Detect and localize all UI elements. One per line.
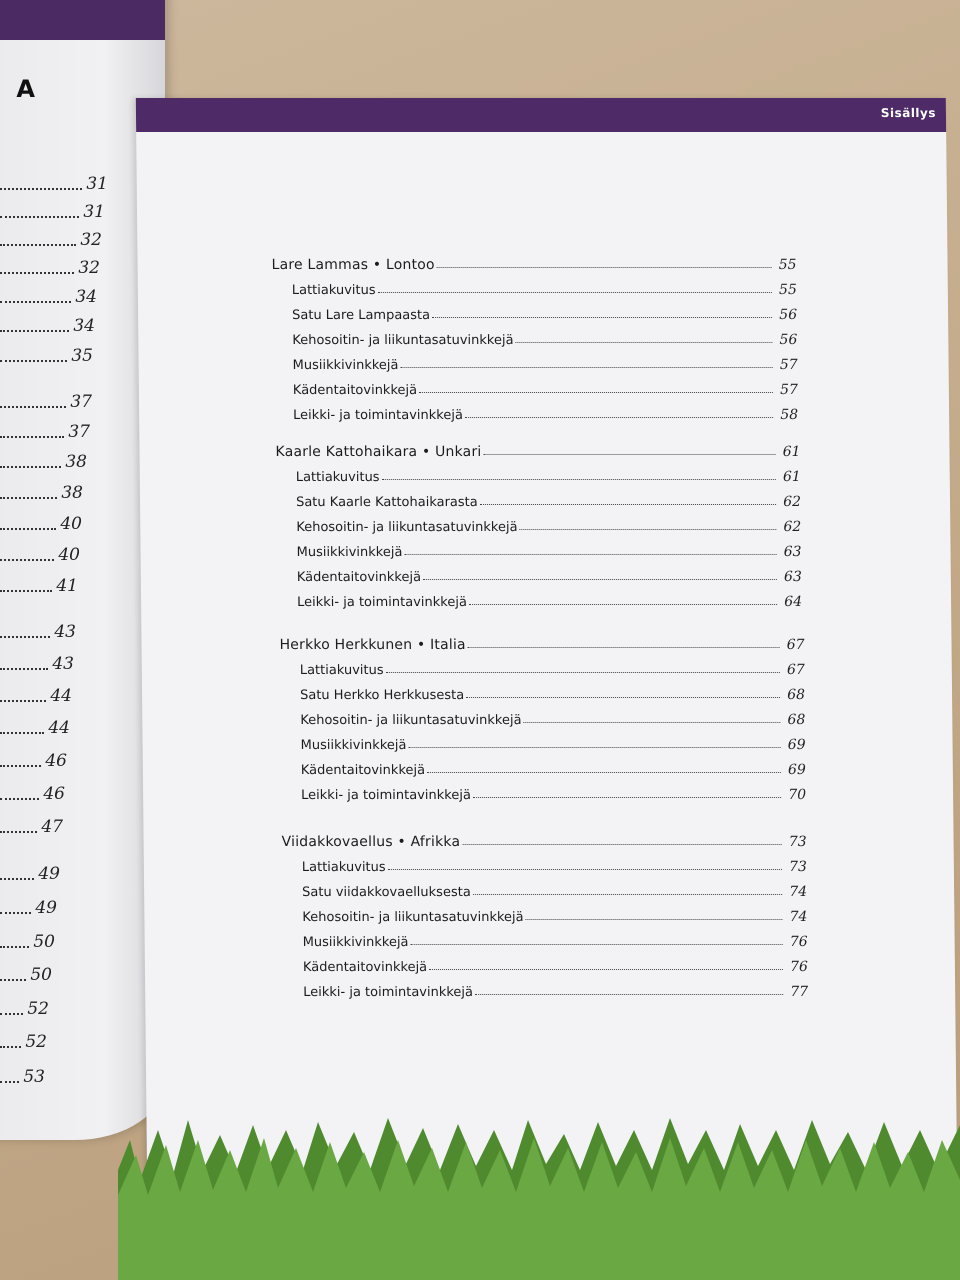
toc-leader-dots [423,579,777,580]
toc-section [271,248,798,423]
toc-leader-dots [382,479,776,480]
left-page-number: 38 [65,452,87,472]
toc-leader-dots [408,747,780,748]
toc-leader-dots [475,994,783,995]
toc-entry [280,653,805,678]
toc-entry [282,925,807,950]
toc-leader-dots [437,267,772,268]
left-page-number: 40 [58,545,80,565]
left-page-toc-row [0,1065,45,1087]
toc-leader-dots [404,554,776,555]
toc-entry-label: Kehosoitin- ja liikuntasatuvinkkejä [296,520,518,535]
toc-leader-dots [520,529,777,530]
left-page-number: 53 [23,1067,45,1087]
toc-entry-label: Satu Lare Lampaasta [292,308,431,323]
left-page-toc-row [0,481,83,503]
left-page-number: 43 [54,622,76,642]
toc-page-number: 73 [788,859,807,875]
toc-leader-dots [411,944,783,945]
left-page-toc-row [0,256,100,278]
left-page-toc-row [0,782,65,804]
toc-leader-dots [0,436,64,438]
toc-leader-dots [0,528,56,530]
toc-entry-label: Musiikkivinkkejä [302,935,409,950]
toc-entry-label: Satu Herkko Herkkusesta [299,688,465,703]
toc-page-number: 68 [787,687,806,703]
toc-entry [277,585,802,610]
left-page-toc-row [0,862,60,884]
toc-leader-dots [400,367,772,368]
left-page-toc-row [0,420,90,442]
toc-leader-dots [526,919,783,920]
left-page-number: 52 [25,1032,47,1052]
toc-leader-dots [0,1081,19,1083]
left-page-toc-row [0,314,95,336]
toc-page-number: 57 [779,357,798,373]
left-page-number: 49 [38,864,60,884]
toc-entry [273,398,798,423]
left-page-toc-row [0,512,82,534]
toc-leader-dots [516,342,773,343]
left-page-number: 44 [50,686,72,706]
toc-section-heading [281,825,806,850]
toc-section [275,435,802,610]
toc-page-number: 76 [789,959,808,975]
toc-entry-label: Leikki- ja toimintavinkkejä [303,985,474,1000]
left-page-number: 43 [52,654,74,674]
toc-leader-dots [0,878,34,880]
toc-entry [281,778,806,803]
toc-page-number: 74 [789,884,808,900]
toc-entry [272,273,797,298]
toc-entry [276,535,801,560]
left-page-toc-row [0,172,108,194]
left-page-number: 49 [35,898,57,918]
toc-entry-label: Leikki- ja toimintavinkkejä [293,408,463,423]
toc-page-number: 61 [782,469,801,485]
left-page-number: 32 [80,230,102,250]
toc-entry [276,510,801,535]
toc-entry-label: Kädentaitovinkkejä [302,960,428,975]
toc-leader-dots [0,1013,23,1015]
toc-page-number: 68 [787,712,806,728]
toc-page-number: 74 [789,909,808,925]
toc-entry-label: Lattiakuvitus [291,283,376,298]
toc-section-title: Kaarle Kattohaikara • Unkari [275,444,482,460]
toc-leader-dots [473,894,782,895]
left-page-number: 31 [86,174,108,194]
left-page-toc-row [0,228,102,250]
left-page-number: 34 [75,287,97,307]
toc-entry-label: Musiikkivinkkejä [292,358,399,373]
left-page-number: 38 [61,483,83,503]
left-page-number: 40 [60,514,82,534]
toc-entry-label: Satu viidakkovaelluksesta [302,885,471,900]
left-page-number: 52 [27,999,49,1019]
toc-entry-label: Kehosoitin- ja liikuntasatuvinkkejä [292,333,514,348]
left-page-toc-row [0,749,67,771]
toc-entry-label: Lattiakuvitus [295,470,380,485]
toc-leader-dots [427,772,781,773]
toc-page-number: 55 [778,257,797,273]
toc-leader-dots [0,301,71,303]
toc-entry-label: Leikki- ja toimintavinkkejä [301,788,471,803]
left-page-number: 37 [70,392,92,412]
toc-leader-dots [468,647,780,648]
toc-entry [283,950,808,975]
left-page-toc-row [0,285,97,307]
toc-page-number: 76 [789,934,808,950]
toc-leader-dots [386,672,780,673]
toc-page-number: 62 [783,494,802,510]
toc-page-number: 62 [783,519,802,535]
left-page-toc-row [0,896,57,918]
toc-entry [272,298,797,323]
toc-entry [282,850,807,875]
left-page-toc-row [0,200,105,222]
left-page-number: 32 [78,258,100,278]
left-page-heading-fragment: A [16,75,35,103]
toc-entry-label: Lattiakuvitus [299,663,384,678]
toc-leader-dots [524,722,781,723]
toc-entry [280,678,805,703]
left-page-toc-row [0,652,74,674]
toc-section [279,628,806,803]
toc-page-number: 77 [790,984,809,1000]
toc-leader-dots [388,869,782,870]
toc-leader-dots [0,330,69,332]
toc-page-number: 73 [788,834,807,850]
toc-entry [273,373,798,398]
toc-page-number: 67 [786,637,805,653]
toc-entry [283,975,808,1000]
toc-leader-dots [0,636,50,638]
toc-entry [280,728,805,753]
toc-entry [282,900,807,925]
left-page-toc-row [0,543,80,565]
toc-leader-dots [429,969,783,970]
left-page-toc-row [0,963,52,985]
toc-leader-dots [0,765,41,767]
toc-leader-dots [0,700,46,702]
toc-page-number: 69 [787,737,806,753]
toc-leader-dots [465,417,773,418]
toc-page-number: 58 [780,407,799,423]
toc-section-heading [271,248,796,273]
toc-entry-label: Kehosoitin- ja liikuntasatuvinkkejä [302,910,524,925]
toc-leader-dots [0,244,76,246]
toc-entry-label: Kädentaitovinkkejä [296,570,422,585]
toc-leader-dots [0,406,66,408]
left-page-toc-row [0,716,70,738]
toc-leader-dots [0,668,48,670]
left-page-number: 37 [68,422,90,442]
toc-entry [272,323,797,348]
toc-entry [276,460,801,485]
toc-page-number: 64 [784,594,803,610]
left-page-header-band [0,0,165,40]
left-page-toc-row [0,450,87,472]
left-page-number: 46 [45,751,67,771]
toc-section-heading [275,435,800,460]
toc-leader-dots [473,797,781,798]
toc-leader-dots [0,979,26,981]
toc-entry [277,560,802,585]
toc-page-number: 61 [782,444,801,460]
toc-entry [282,875,807,900]
grass-illustration [118,1100,960,1280]
toc-entry-label: Lattiakuvitus [301,860,386,875]
toc-leader-dots [0,798,39,800]
left-page-number: 47 [41,817,63,837]
toc-leader-dots [432,317,772,318]
left-page-toc-row [0,1030,47,1052]
toc-entry [280,703,805,728]
toc-leader-dots [0,216,79,218]
left-page-toc-row [0,997,49,1019]
left-page-number: 35 [71,346,93,366]
left-page-number: 34 [73,316,95,336]
toc-entry-label: Kädentaitovinkkejä [292,383,418,398]
toc-entry-label: Satu Kaarle Kattohaikarasta [295,495,478,510]
toc-leader-dots [466,697,780,698]
toc-leader-dots [483,454,775,455]
left-page-toc-row [0,815,63,837]
toc-entry-label: Musiikkivinkkejä [300,738,407,753]
toc-entry [276,485,801,510]
left-page-toc-row [0,620,76,642]
toc-section-title: Viidakkovaellus • Afrikka [281,834,461,850]
toc-leader-dots [0,497,57,499]
toc-page-number: 63 [783,569,802,585]
toc-page-number: 57 [779,382,798,398]
toc-page-number: 69 [787,762,806,778]
toc-entry-label: Kehosoitin- ja liikuntasatuvinkkejä [300,713,522,728]
toc-section [281,825,808,1000]
toc-entry [281,753,806,778]
toc-leader-dots [0,590,52,592]
toc-leader-dots [419,392,773,393]
left-page-number: 31 [83,202,105,222]
toc-leader-dots [0,559,54,561]
toc-leader-dots [0,946,29,948]
toc-leader-dots [0,466,61,468]
toc-leader-dots [378,292,772,293]
toc-leader-dots [0,188,82,190]
toc-entry-label: Kädentaitovinkkejä [300,763,426,778]
toc-page-number: 70 [788,787,807,803]
toc-page-number: 67 [786,662,805,678]
toc-leader-dots [462,844,781,845]
left-page-toc-row [0,574,78,596]
left-page-number: 50 [30,965,52,985]
left-page-number: 41 [56,576,78,596]
left-page-toc-row [0,390,92,412]
toc-leader-dots [0,360,67,362]
header-title: Sisällys [880,106,937,120]
toc-page-number: 55 [778,282,797,298]
left-page-number: 46 [43,784,65,804]
toc-leader-dots [469,604,777,605]
toc-section-title: Lare Lammas • Lontoo [271,257,435,273]
left-page-toc-row [0,344,93,366]
toc-entry-label: Musiikkivinkkejä [296,545,403,560]
left-page-number: 50 [33,932,55,952]
toc-section-title: Herkko Herkkunen • Italia [279,637,466,653]
toc-entry-label: Leikki- ja toimintavinkkejä [297,595,467,610]
toc-page-number: 63 [783,544,802,560]
left-page-toc-row [0,930,55,952]
toc-leader-dots [0,272,74,274]
left-page-number: 44 [48,718,70,738]
toc-page-number: 56 [779,307,798,323]
toc-leader-dots [0,732,44,734]
toc-leader-dots [0,1046,21,1048]
toc-leader-dots [0,912,31,914]
left-page-toc-row [0,684,72,706]
toc-leader-dots [0,831,37,833]
toc-page-number: 56 [779,332,798,348]
toc-section-heading [279,628,804,653]
toc-leader-dots [480,504,776,505]
header-band [136,98,946,132]
toc-entry [272,348,797,373]
